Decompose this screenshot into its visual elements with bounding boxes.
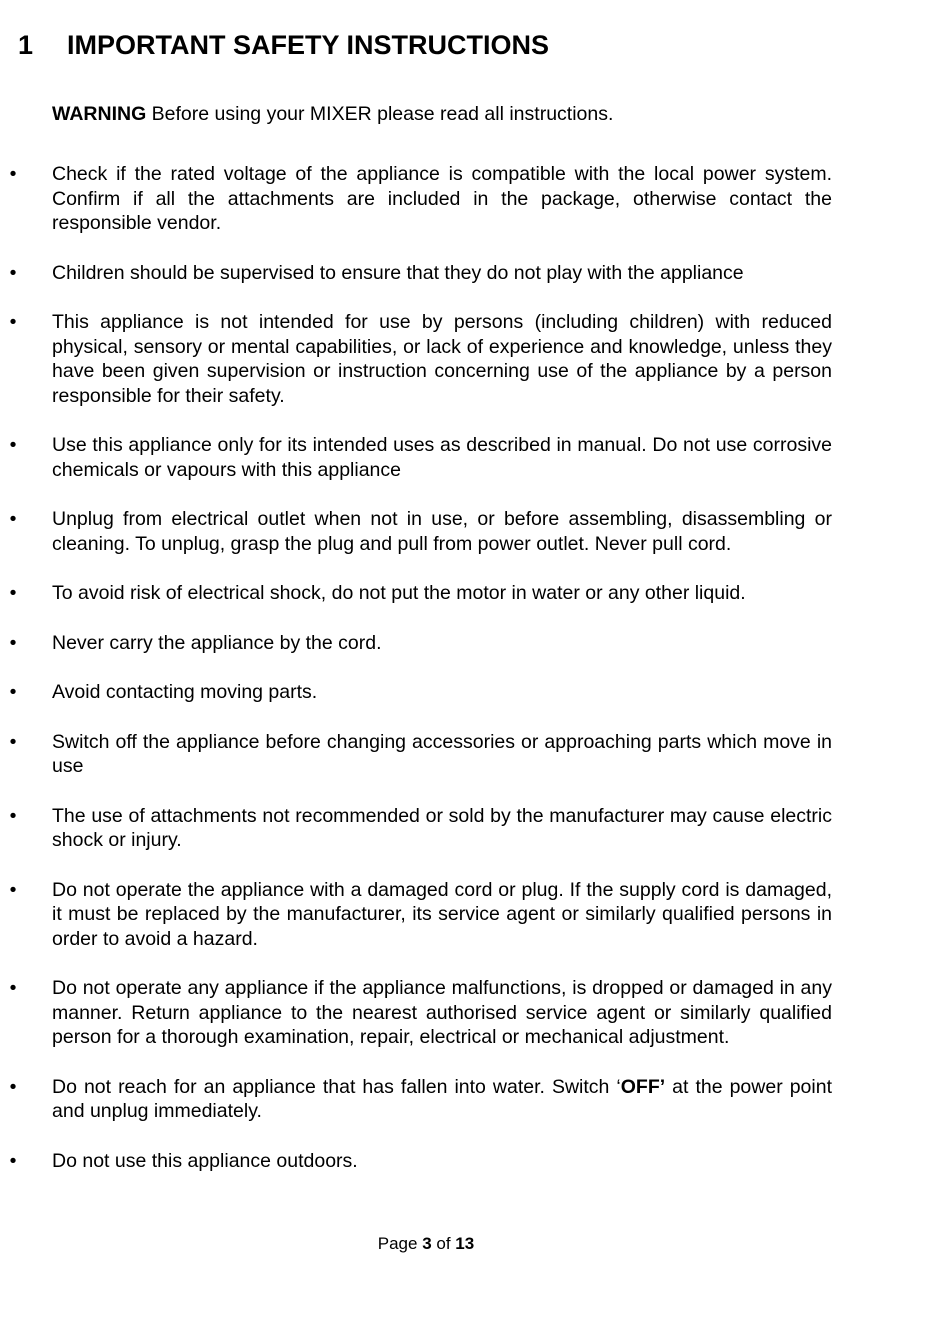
bullet-icon: • bbox=[9, 163, 17, 185]
safety-item-text: Check if the rated voltage of the appliance is compatible with the local power system. Confirm if all the attachments are included in the package, otherwise contact the responsible vendor. bbox=[52, 163, 832, 234]
safety-item-text: Switch off the appliance before changing accessories or approaching parts which move in use bbox=[52, 730, 832, 777]
safety-item-switch-off bbox=[0, 730, 832, 779]
bullet-icon: • bbox=[9, 434, 17, 456]
safety-item-text: Do not use this appliance outdoors. bbox=[52, 1149, 358, 1172]
section-number: 1 bbox=[18, 30, 34, 60]
safety-item-voltage bbox=[0, 162, 832, 236]
safety-item-cord bbox=[0, 631, 832, 656]
safety-item-children bbox=[0, 261, 832, 286]
safety-item-text: Do not operate the appliance with a damaged cord or plug. If the supply cord is damaged, it must be replaced by the manufacturer, its service agent or similarly qualified persons in order to avoid a hazard. bbox=[52, 878, 832, 950]
bullet-icon: • bbox=[9, 582, 17, 604]
safety-item-text: The use of attachments not recommended or sold by the manufacturer may cause electric shock or injury. bbox=[52, 804, 832, 851]
bullet-icon: • bbox=[9, 681, 17, 703]
safety-item-text: To avoid risk of electrical shock, do not put the motor in water or any other liquid. bbox=[52, 582, 746, 604]
safety-item-moving-parts bbox=[0, 680, 832, 705]
warning-label: WARNING bbox=[52, 103, 147, 125]
bullet-icon: • bbox=[9, 508, 17, 530]
section-title: IMPORTANT SAFETY INSTRUCTIONS bbox=[67, 30, 550, 60]
total-pages-number: 13 bbox=[455, 1234, 475, 1253]
safety-item-damaged-cord bbox=[0, 878, 832, 952]
bullet-icon: • bbox=[9, 631, 17, 654]
safety-item-capabilities bbox=[0, 310, 832, 408]
safety-item-shock bbox=[0, 581, 832, 606]
bullet-icon: • bbox=[9, 730, 17, 753]
bullet-icon: • bbox=[9, 878, 17, 901]
safety-item-text: Avoid contacting moving parts. bbox=[52, 681, 318, 703]
safety-item-text: Use this appliance only for its intended uses as described in manual. Do not use corrosive chemicals or vapours with this appliance bbox=[52, 434, 832, 481]
bullet-icon: • bbox=[9, 1149, 17, 1172]
safety-item-text bbox=[52, 1076, 832, 1123]
section-heading bbox=[18, 28, 549, 62]
of-label: of bbox=[431, 1234, 456, 1253]
safety-instructions-list bbox=[0, 162, 950, 1198]
current-page-number: 3 bbox=[422, 1234, 432, 1253]
safety-item-text: This appliance is not intended for use by persons (including children) with reduced physical, sensory or mental capabilities, or lack of experience and knowledge, unless they have been given supervision or instruction concerning use of the appliance by a person responsible for their safety. bbox=[52, 311, 832, 407]
safety-item-attachments bbox=[0, 804, 832, 853]
safety-item-water bbox=[0, 1075, 832, 1124]
bullet-icon: • bbox=[9, 311, 17, 333]
bullet-icon: • bbox=[9, 1075, 17, 1098]
safety-item-malfunction bbox=[0, 976, 832, 1050]
warning-text: Before using your MIXER please read all instructions. bbox=[146, 103, 614, 125]
safety-item-unplug bbox=[0, 507, 832, 556]
bullet-icon: • bbox=[9, 261, 17, 284]
warning-paragraph bbox=[52, 102, 613, 127]
safety-item-text: Do not operate any appliance if the appliance malfunctions, is dropped or damaged in any manner. Return appliance to the nearest authorised service agent or similarly qualified person for a thorough examination, repair, electrical or mechanical adjustment. bbox=[52, 977, 832, 1048]
safety-item-outdoors bbox=[0, 1149, 832, 1174]
safety-item-text: Never carry the appliance by the cord. bbox=[52, 631, 382, 654]
off-keyword: OFF’ bbox=[620, 1075, 666, 1098]
safety-item-text-start: Do not reach for an appliance that has fallen into water. Switch ‘ bbox=[52, 1075, 621, 1098]
safety-item-intended-use bbox=[0, 433, 832, 482]
bullet-icon: • bbox=[9, 977, 17, 999]
page-footer bbox=[0, 1233, 852, 1255]
safety-item-text: Unplug from electrical outlet when not in use, or before assembling, disassembling or cleaning. To unplug, grasp the plug and pull from power outlet. Never pull cord. bbox=[52, 508, 832, 555]
bullet-icon: • bbox=[9, 804, 17, 827]
safety-item-text: Children should be supervised to ensure that they do not play with the appliance bbox=[52, 261, 744, 284]
page-label: Page bbox=[377, 1234, 423, 1253]
safety-item-text-end: at the power point and unplug immediately. bbox=[52, 1075, 832, 1122]
